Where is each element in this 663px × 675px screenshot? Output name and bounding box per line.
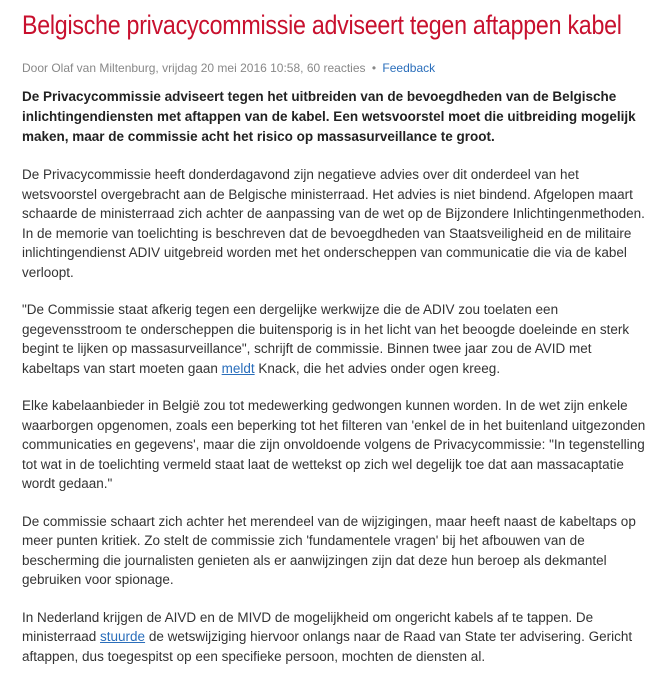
byline: Door Olaf van Miltenburg, vrijdag 20 mei 2016 10:58, 60 reacties (22, 61, 366, 75)
paragraph-5-text-before: In Nederland krijgen de AIVD en de MIVD de mogelijkheid om ongericht kabels af te tappen. De ministerraad (22, 609, 594, 644)
feedback-link[interactable]: Feedback (382, 61, 436, 75)
paragraph-1: De Privacycommissie heeft donderdagavond zijn negatieve advies over dit onderdeel van het wetsvoorstel overgebracht aan de Belgische ministerraad. Het advies is niet bindend. Afgelopen maart schaarde de ministerraad zich achter de aanpassing van de wet op de Bijzondere Inlichtingenmethoden. In de memorie van toelichting is beschreven dat de bevoegdheden van Staatsveiligheid en de militaire inlichtingendienst ADIV uitgebreid worden met het onderscheppen van communicatie die via de kabel verloopt. (22, 167, 645, 280)
meldt-link[interactable]: meldt (221, 360, 255, 376)
stuurde-link[interactable]: stuurde (100, 629, 146, 644)
paragraph-2-text-before: "De Commissie staat afkerig tegen een dergelijke werkwijze die de ADIV zou toelaten een gegevensstroom te onderscheppen die buitensporig is in het licht van het beoogde doeleinde en sterk begint te lijken op massasurveillance", schrijft de commissie. Binnen twee jaar zou de AVID met kabeltaps van start moeten gaan (22, 302, 630, 376)
paragraph-5 (22, 608, 653, 667)
article-title: Belgische privacycommissie adviseert tegen aftappen kabel (22, 10, 622, 40)
paragraph-2-text-after: Knack, die het advies onder ogen kreeg. (254, 360, 501, 376)
paragraph-3: Elke kabelaanbieder in België zou tot medewerking gedwongen kunnen worden. In de wet zijn enkele waarborgen opgenomen, zoals een beperking tot het filteren van 'enkel de in het buitenland uitgezonden communicaties en gegevens', maar die zijn onvoldoende volgens de Privacycommissie: "In tegenstelling tot wat in de toelichting vermeld staat laat de wettekst op zich wel degelijk toe dat aan massacaptatie wordt gedaan." (22, 398, 646, 491)
paragraph-4: De commissie schaart zich achter het merendeel van de wijzigingen, maar heeft naast de kabeltaps op meer punten kritiek. Zo stelt de commissie zich 'fundamentele vragen' bij het afbouwen van de bescherming die journalisten genieten als er aanwijzingen zijn dat deze hun beroep als dekmantel gebruiken voor spionage. (22, 513, 636, 587)
article-intro: De Privacycommissie adviseert tegen het uitbreiden van de bevoegdheden van de Belgische inlichtingendiensten met aftappen van de kabel. Een wetsvoorstel moet die uitbreiding mogelijk maken, maar de commissie acht het risico op massasurveillance te groot. (22, 89, 636, 144)
paragraph-2 (22, 300, 653, 378)
paragraph-5-text-after: de wetswijziging hiervoor onlangs naar de Raad van State ter advisering. Gericht aftappen, dus toegespitst op een specifieke persoon, mochten de diensten al. (22, 629, 633, 664)
meta-separator: • (371, 61, 377, 75)
article-meta (22, 60, 653, 76)
